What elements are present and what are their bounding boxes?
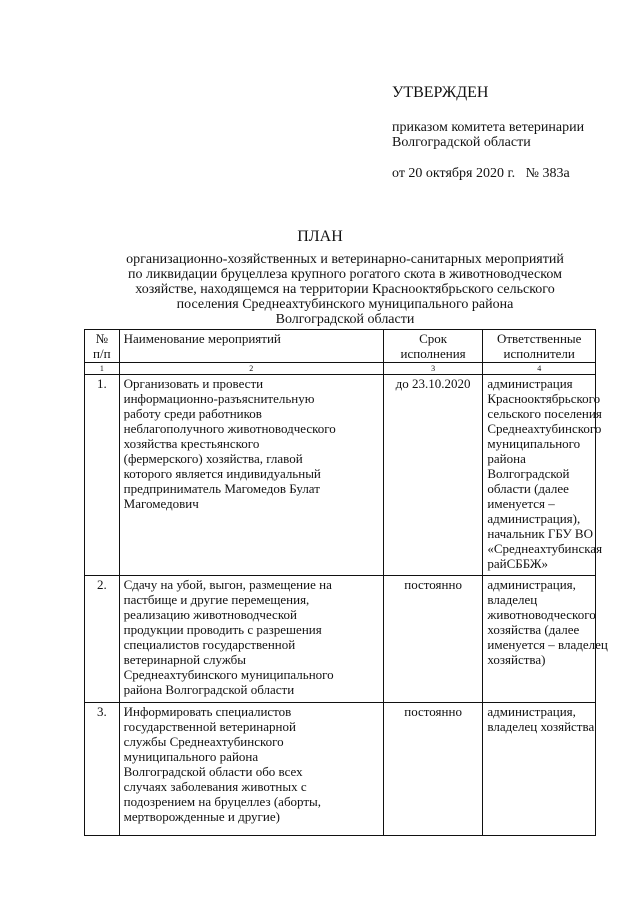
column-number: 1 [85, 363, 120, 375]
row-name-line: (фермерского) хозяйства, главой [123, 451, 303, 466]
approval-stamp [392, 83, 632, 182]
header-term: Срок исполнения [383, 330, 483, 363]
row-term: постоянно [383, 703, 483, 836]
row-responsible-line: хозяйства) [487, 652, 546, 667]
row-name-line: муниципального района [123, 749, 259, 764]
row-number: 2. [85, 576, 120, 703]
row-name [119, 576, 383, 703]
row-name-line: которого является индивидуальный [123, 466, 321, 481]
plan-subtitle-line: по ликвидации бруцеллеза крупного рогатого скота в животноводческом [128, 267, 562, 282]
row-name-line: ветеринарной службы [123, 652, 247, 667]
row-name-line: пастбище и другие перемещения, [123, 592, 310, 607]
plan-subtitle-line: хозяйстве, находящемся на территории Краснооктябрьского сельского [135, 282, 555, 297]
row-name-line: работу среди работников [123, 406, 262, 421]
row-name-line: Информировать специалистов [123, 704, 292, 719]
row-responsible-line: «Среднеахтубинская [487, 541, 603, 556]
row-name-line: подозрением на бруцеллез (аборты, [123, 794, 322, 809]
row-name-line: Сдачу на убой, выгон, размещение на [123, 577, 332, 592]
approval-order-line: Волгоградской области [392, 135, 531, 150]
header-name: Наименование мероприятий [119, 330, 383, 363]
row-name [119, 375, 383, 576]
row-name-line: Магомедович [123, 496, 199, 511]
column-number: 3 [383, 363, 483, 375]
approval-order-line: приказом комитета ветеринарии [392, 120, 585, 135]
row-responsible-line: начальник ГБУ ВО [487, 526, 593, 541]
row-responsible-line: администрация [487, 376, 573, 391]
row-responsible-line: района [487, 451, 526, 466]
row-name-line: случаях заболевания животных с [123, 779, 307, 794]
row-term: постоянно [383, 576, 483, 703]
row-responsible-line: Волгоградской [487, 466, 570, 481]
row-term: до 23.10.2020 [383, 375, 483, 576]
row-name-line: реализацию животноводческой [123, 607, 297, 622]
row-responsible-line: сельского поселения [487, 406, 602, 421]
plan-title: ПЛАН [297, 228, 343, 245]
row-name-line: неблагополучного животноводческого [123, 421, 336, 436]
row-name-line: мертворожденные и другие) [123, 809, 280, 824]
row-responsible-line: муниципального [487, 436, 581, 451]
row-responsible-line: хозяйства (далее [487, 622, 580, 637]
row-name-line: района Волгоградской области [123, 682, 295, 697]
table-row [85, 576, 596, 703]
row-name-line: Среднеахтубинского муниципального [123, 667, 334, 682]
row-responsible-line: Среднеахтубинского [487, 421, 602, 436]
plan-subtitle-line: поселения Среднеахтубинского муниципального района [176, 297, 514, 312]
row-responsible-line: животноводческого [487, 607, 596, 622]
row-number: 3. [85, 703, 120, 836]
row-responsible [483, 375, 603, 576]
row-name-line: государственной ветеринарной [123, 719, 296, 734]
row-number: 1. [85, 375, 120, 576]
column-number-row [85, 363, 596, 375]
row-name [119, 703, 383, 836]
plan-subtitle-line: Волгоградской области [275, 312, 415, 327]
table-row [85, 375, 596, 576]
header-num: № п/п [85, 330, 120, 363]
approval-order [392, 120, 632, 150]
table-row [85, 703, 596, 836]
plan-subtitle [95, 252, 595, 327]
row-responsible-line: именуется – владелец [487, 637, 608, 652]
plan-subtitle-line: организационно-хозяйственных и ветеринарно-санитарных мероприятий [126, 252, 564, 267]
column-number: 4 [483, 363, 596, 375]
row-responsible-line: райСББЖ» [487, 556, 549, 571]
row-responsible-line: владелец [487, 592, 538, 607]
column-number: 2 [119, 363, 383, 375]
row-name-line: Организовать и провести [123, 376, 264, 391]
row-responsible [483, 703, 596, 836]
plan-table [84, 329, 608, 836]
row-responsible-line: администрация, [487, 577, 576, 592]
table-header-row [85, 330, 596, 363]
row-name-line: предприниматель Магомедов Булат [123, 481, 320, 496]
row-name-line: информационно-разъяснительную [123, 391, 315, 406]
row-responsible-line: администрация), [487, 511, 581, 526]
approval-date: от 20 октября 2020 г. № 383а [392, 166, 570, 181]
row-responsible-line: области (далее [487, 481, 569, 496]
row-name-line: продукции проводить с разрешения [123, 622, 322, 637]
header-resp: Ответственные исполнители [483, 330, 596, 363]
row-responsible-line: администрация, [487, 704, 576, 719]
row-responsible [483, 576, 608, 703]
row-name-line: службы Среднеахтубинского [123, 734, 284, 749]
row-responsible-line: именуется – [487, 496, 555, 511]
row-name-line: хозяйства крестьянского [123, 436, 260, 451]
row-responsible-line: владелец хозяйства [487, 719, 595, 734]
row-name-line: специалистов государственной [123, 637, 296, 652]
row-name-line: Волгоградской области обо всех [123, 764, 303, 779]
approval-title: УТВЕРЖДЕН [392, 84, 489, 101]
row-responsible-line: Краснооктябрьского [487, 391, 601, 406]
